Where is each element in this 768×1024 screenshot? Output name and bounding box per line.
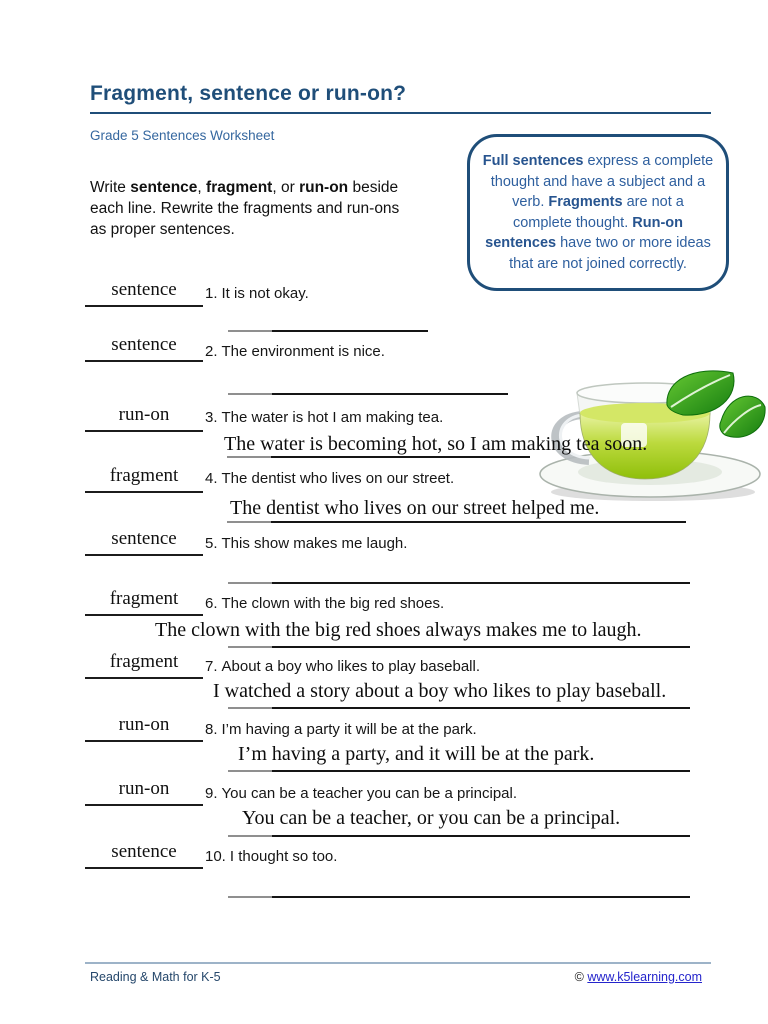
item-text: The water is hot I am making tea. — [221, 409, 444, 426]
item-number: 8. — [205, 721, 218, 738]
classification-blank-2 — [85, 334, 203, 362]
item-number: 9. — [205, 785, 218, 802]
rewrite-line-4 — [227, 521, 686, 523]
rewrite-line-6 — [228, 646, 690, 648]
definition-text: are not a complete thought. — [512, 194, 684, 231]
footer-tagline: Reading & Math for K-5 — [90, 970, 221, 984]
k5learning-link[interactable]: www.k5learning.com — [587, 970, 702, 984]
classification-blank-9 — [85, 778, 203, 806]
instructions-part: Write — [90, 179, 131, 196]
classification-answer: sentence — [111, 528, 177, 549]
item-number: 2. — [205, 343, 218, 360]
exercise-sentence-4 — [205, 470, 454, 487]
classification-blank-10 — [85, 841, 203, 869]
rewrite-answer-6: The clown with the big red shoes always makes me to laugh. — [155, 619, 642, 641]
classification-answer: fragment — [109, 588, 179, 609]
rewrite-answer-3: The water is becoming hot, so I am making tea soon. — [224, 433, 648, 455]
instructions-part: , — [197, 179, 207, 196]
worksheet-subtitle: Grade 5 Sentences Worksheet — [90, 128, 275, 143]
item-text: The environment is nice. — [221, 343, 385, 360]
exercise-sentence-10 — [205, 848, 337, 865]
item-text: You can be a teacher you can be a principal. — [221, 785, 518, 802]
item-number: 10. — [205, 848, 226, 865]
definition-full-sentences: Full sentences — [482, 153, 584, 169]
classification-answer: run-on — [118, 714, 170, 735]
classification-answer: sentence — [111, 841, 177, 862]
instructions-bold-sentence: sentence — [130, 179, 198, 196]
classification-answer: sentence — [111, 279, 177, 300]
item-number: 5. — [205, 535, 218, 552]
rewrite-answer-7: I watched a story about a boy who likes to play baseball. — [213, 680, 667, 702]
footer-copyright — [575, 970, 702, 984]
definition-text: express a complete thought and have a subject and a verb. — [490, 153, 714, 210]
item-number: 7. — [205, 658, 218, 675]
item-number: 6. — [205, 595, 218, 612]
exercise-sentence-9 — [205, 785, 517, 802]
exercise-sentence-5 — [205, 535, 407, 552]
classification-blank-7 — [85, 651, 203, 679]
rewrite-answer-9: You can be a teacher, or you can be a principal. — [242, 807, 621, 829]
classification-blank-6 — [85, 588, 203, 616]
title-divider — [90, 112, 711, 114]
definition-text: have two or more ideas that are not joined correctly. — [509, 235, 711, 272]
item-text: It is not okay. — [221, 285, 309, 302]
classification-blank-3 — [85, 404, 203, 432]
page-title: Fragment, sentence or run-on? — [90, 82, 407, 105]
classification-blank-4 — [85, 465, 203, 493]
classification-blank-1 — [85, 279, 203, 307]
definition-run-on: Run-on sentences — [485, 214, 684, 251]
instructions-part: beside each line. Rewrite the fragments and run-ons as proper sentences. — [90, 179, 400, 238]
classification-answer: run-on — [118, 404, 170, 425]
instructions-bold-fragment: fragment — [206, 179, 273, 196]
exercise-sentence-2 — [205, 343, 385, 360]
rewrite-line-9 — [228, 835, 690, 837]
classification-blank-5 — [85, 528, 203, 556]
rewrite-line-3 — [227, 456, 530, 458]
item-text: This show makes me laugh. — [221, 535, 408, 552]
instructions-part: , or — [272, 179, 300, 196]
classification-answer: fragment — [109, 465, 179, 486]
rewrite-line-8 — [228, 770, 690, 772]
rewrite-line-7 — [228, 707, 690, 709]
classification-answer: sentence — [111, 334, 177, 355]
exercise-sentence-3 — [205, 409, 443, 426]
item-text: About a boy who likes to play baseball. — [221, 658, 481, 675]
rewrite-answer-8: I’m having a party, and it will be at the park. — [238, 743, 595, 765]
definitions-box — [467, 134, 729, 291]
classification-answer: fragment — [109, 651, 179, 672]
rewrite-line-1 — [228, 330, 428, 332]
item-text: I’m having a party it will be at the park. — [221, 721, 477, 738]
copyright-symbol: © — [574, 970, 584, 984]
exercise-sentence-7 — [205, 658, 480, 675]
item-text: The clown with the big red shoes. — [221, 595, 445, 612]
exercise-sentence-1 — [205, 285, 309, 302]
footer-divider — [85, 962, 711, 964]
rewrite-line-10 — [228, 896, 690, 898]
item-number: 1. — [205, 285, 218, 302]
instructions-bold-run-on: run-on — [299, 179, 349, 196]
rewrite-answer-4: The dentist who lives on our street helped me. — [230, 497, 600, 519]
classification-answer: run-on — [118, 778, 170, 799]
instructions-text — [90, 177, 412, 240]
item-text: I thought so too. — [229, 848, 338, 865]
item-text: The dentist who lives on our street. — [221, 470, 455, 487]
item-number: 3. — [205, 409, 218, 426]
definition-fragments: Fragments — [548, 194, 623, 210]
rewrite-line-5 — [228, 582, 690, 584]
exercise-sentence-6 — [205, 595, 444, 612]
rewrite-line-2 — [228, 393, 508, 395]
item-number: 4. — [205, 470, 218, 487]
classification-blank-8 — [85, 714, 203, 742]
exercise-sentence-8 — [205, 721, 477, 738]
